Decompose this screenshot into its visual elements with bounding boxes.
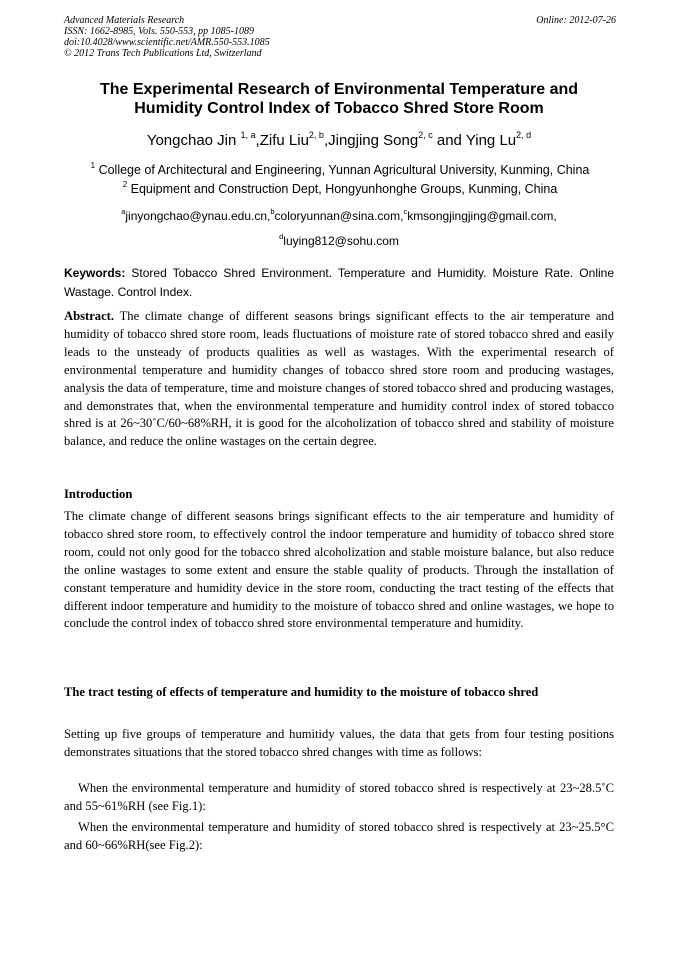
affiliation-2 — [60, 177, 620, 197]
author-name: Zifu Liu — [259, 132, 309, 149]
journal-name: Advanced Materials Research — [64, 15, 185, 26]
email-a[interactable]: jinyongchao@ynau.edu.cn, — [125, 209, 271, 223]
author-line: Yongchao Jin $^{1, a}$,Zifu Liu$^{2, b}$,Jingjing Song$^{2, c}$ and Ying Lu$^{2, d}$ — [146, 130, 532, 149]
email-line-2: $^d$luying812@sohu.com — [279, 232, 399, 248]
email-b[interactable]: coloryunnan@sina.com, — [274, 209, 404, 223]
tract-heading: The tract testing of effects of temperature and humidity to the moisture of tobacco shred — [64, 685, 539, 699]
affiliation-sup: 1 — [90, 161, 96, 170]
keywords-label: Keywords: — [64, 266, 126, 280]
author-and: and — [436, 132, 462, 149]
email-line-1: $^a$jinyongchao@ynau.edu.cn,$^b$coloryunnan@sina.com,$^c$kmsongjingjing@gmail.com, — [121, 207, 557, 223]
tract-paragraph-1: Setting up five groups of temperature and humitidy values, the data that gets from four testing positions demonstrates situations that the stored tobacco shred changes with time as follows: — [64, 727, 614, 759]
online-date: Online: 2012-07-26 — [536, 15, 616, 26]
tract-paragraph-3: When the environmental temperature and humidity of stored tobacco shred is respectively at 23~25.5°C and 60~66%RH(see Fig.2): — [64, 820, 614, 852]
author-sup: 1, a — [240, 130, 256, 140]
tract-paragraph-2: When the environmental temperature and humidity of stored tobacco shred is respectively at 23~28.5˚C and 55~61%RH (see Fig.1): — [64, 781, 614, 813]
affiliation-text: Equipment and Construction Dept, Hongyunhonghe Groups, Kunming, China — [130, 182, 558, 196]
affiliation-text: College of Architectural and Engineering, Yunnan Agricultural University, Kunming, China — [98, 163, 590, 177]
journal-header — [64, 15, 270, 59]
author-name: Jingjing Song — [328, 132, 419, 149]
email-d[interactable]: luying812@sohu.com — [283, 234, 399, 248]
author-name: Yongchao Jin — [146, 132, 237, 149]
doi-line: doi:10.4028/www.scientific.net/AMR.550-553.1085 — [64, 37, 270, 48]
intro-heading: Introduction — [64, 487, 133, 501]
affiliation-1 — [60, 158, 620, 178]
issn-line: ISSN: 1662-8985, Vols. 550-553, pp 1085-1089 — [64, 26, 254, 37]
abstract-text: The climate change of different seasons brings significant effects to the air temperature and humidity of tobacco shred store room, leads fluctuations of moisture rate of stored tobacco shred and easily leads to the unsteady of products qualities as well as wastages. With the experimental research of environmental temperature and humidity changes of tobacco shred store room and producing wastages, analysis the data of temperature, time and moisture changes of stored tobacco shred and producing wastages, and demonstrates that, when the environmental temperature and humidity control index of stored tobacco shred is at 26~30˚C/60~68%RH, it is good for the alcoholization of tobacco shred and stability of moisture balance, and reduce the online wastages on the certain degree. — [64, 309, 615, 449]
keywords-block — [64, 264, 614, 302]
author-sup: 2, b — [308, 130, 324, 140]
keywords-text: Stored Tobacco Shred Environment. Temperature and Humidity. Moisture Rate. Online Wastage. Control Index. — [64, 266, 614, 299]
intro-paragraph: The climate change of different seasons brings significant effects to the air temperature and humidity of tobacco shred store room, to effectively control the indoor temperature and humidity of tobacco shred store room, could not only good for the tobacco shred alcoholization and stable moisture balance, but also reduce the online wastages to some extent and ensure the stable quality of products. Through the installation of constant temperature and humidity device in the store room, conducting the tract testing of the effects that different indoor temperature and humidity to the moisture of tobacco shred and online wastages, we hope to conclude the control index of tobacco shred store environmental temperature and humidity. — [64, 509, 614, 631]
copyright-line: © 2012 Trans Tech Publications Ltd, Switzerland — [64, 48, 262, 59]
author-sup: 2, c — [418, 130, 433, 140]
affiliation-sup: 2 — [122, 180, 128, 189]
abstract-block — [64, 308, 614, 451]
paper-title: The Experimental Research of Environmental Temperature and Humidity Control Index of Tobacco Shred Store Room — [99, 81, 579, 117]
abstract-label: Abstract. — [64, 309, 115, 323]
author-name: Ying Lu — [465, 132, 517, 149]
email-c[interactable]: kmsongjingjing@gmail.com, — [407, 209, 557, 223]
author-sup: 2, d — [516, 130, 532, 140]
